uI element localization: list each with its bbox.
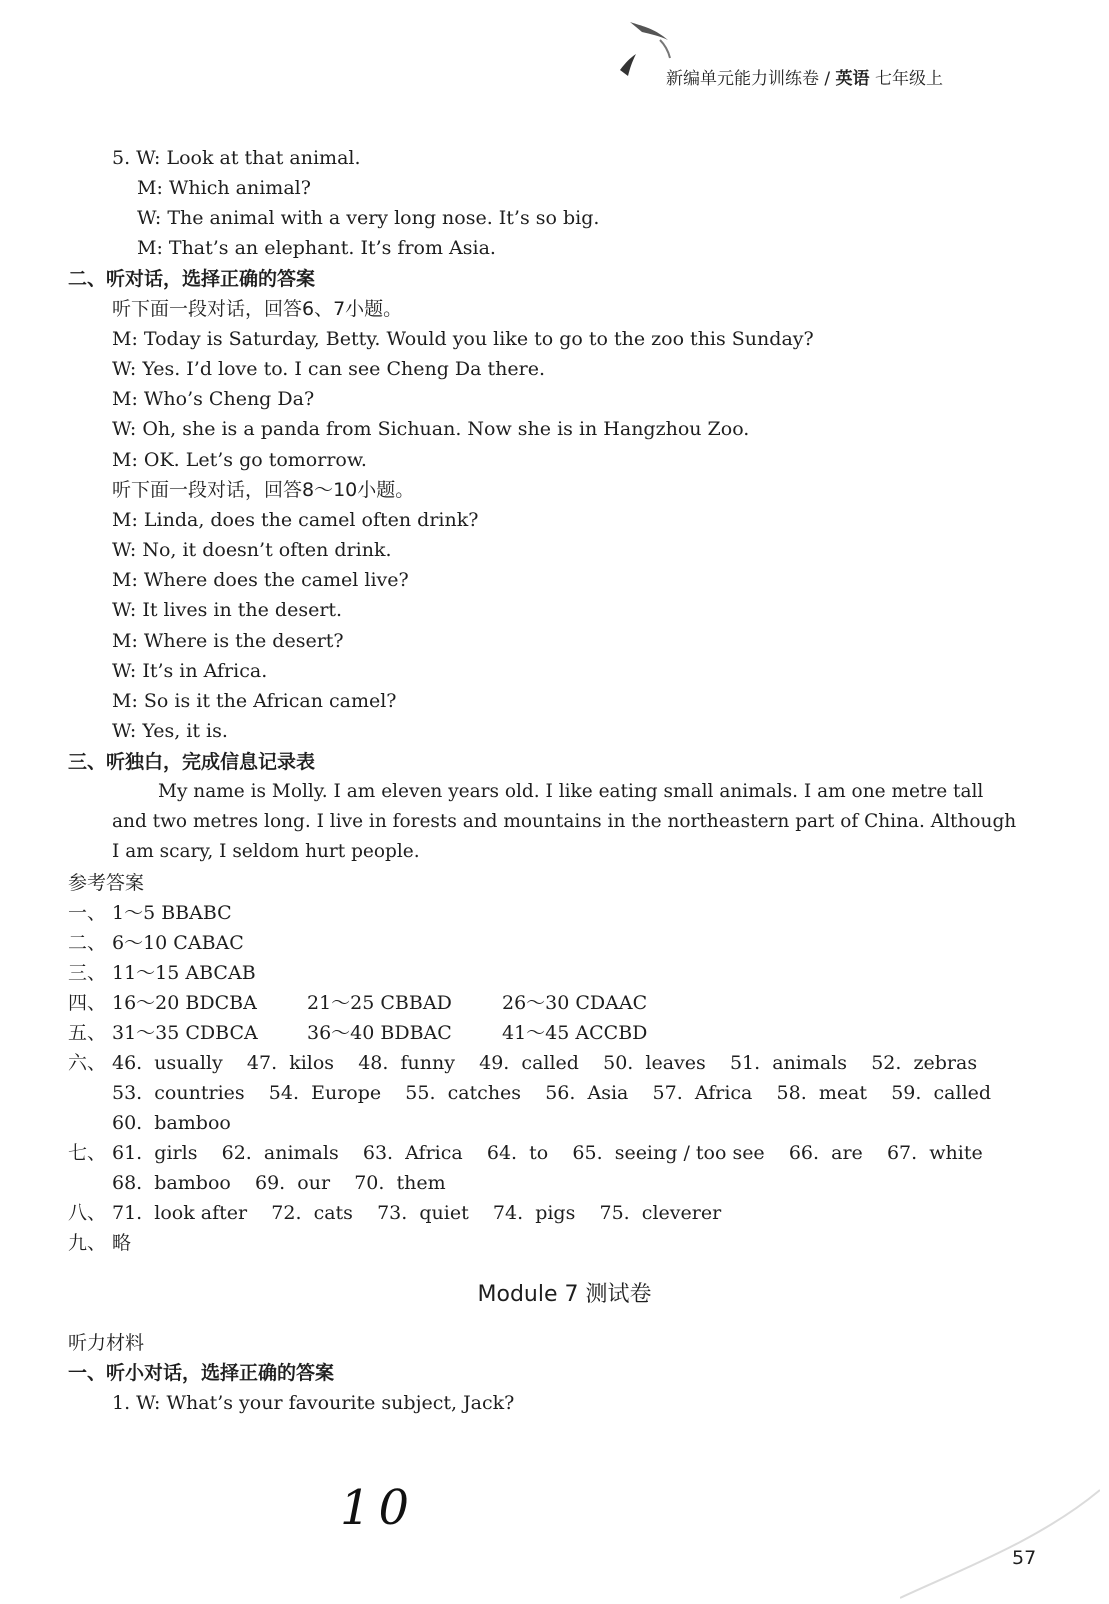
section-intro: 听下面一段对话，回答6、7小题。 [112,298,403,320]
answer-item: 36～40 BDBAC [307,1022,452,1044]
answer-row [68,960,256,986]
answers-heading: 参考答案 [68,872,145,894]
dialog-line: W: It’s in Africa. [112,660,268,682]
answer-item: 41～45 ACCBD [502,1022,648,1044]
section-heading: 三、听独白，完成信息记录表 [68,751,316,773]
dialog-line: M: Where is the desert? [112,630,344,652]
monologue-line: My name is Molly. I am eleven years old. I like eating small animals. I am one metre tall [158,781,984,802]
subject-name: 英语 [835,69,870,89]
answer-row [68,1020,647,1046]
answer-label: 四、 [68,992,107,1014]
answer-label: 七、 [68,1142,107,1164]
material-heading: 听力材料 [68,1332,145,1354]
answer-label: 六、 [68,1052,107,1074]
answer-row [68,990,647,1016]
answer-item: 61. girls 62. animals 63. Africa 64. to 65. seeing / too see 66. are 67. white [112,1142,983,1164]
answer-item: 53. countries 54. Europe 55. catches 56. Asia 57. Africa 58. meat 59. called [112,1082,992,1104]
dialog-line: M: Which animal? [137,177,311,199]
answer-row [68,930,244,956]
answer-item: 6～10 CABAC [112,932,244,954]
watermark-swoosh-icon [900,1480,1100,1600]
answer-row [68,1200,721,1226]
answer-item: 26～30 CDAAC [502,992,648,1014]
answer-item: 21～25 CBBAD [307,992,452,1014]
dialog-line: 1. W: What’s your favourite subject, Jack? [112,1392,515,1414]
answer-item: 71. look after 72. cats 73. quiet 74. pigs 75. cleverer [112,1202,722,1224]
dialog-line: M: That’s an elephant. It’s from Asia. [137,237,496,259]
dialog-line: 5. W: Look at that animal. [112,147,361,169]
section-intro: 听下面一段对话，回答8～10小题。 [112,479,415,501]
dialog-line: M: Linda, does the camel often drink? [112,509,479,531]
answer-row [68,1230,131,1256]
dialog-line: W: Yes, it is. [112,720,228,742]
book-name: 新编单元能力训练卷 / [666,69,836,89]
answer-label: 三、 [68,962,107,984]
answer-row [68,900,232,926]
answer-item: 31～35 CDBCA [112,1022,258,1044]
section-heading: 一、听小对话，选择正确的答案 [68,1362,335,1384]
page-header [640,58,1000,88]
answer-row [68,1050,977,1076]
dialog-line: M: Today is Saturday, Betty. Would you like to go to the zoo this Sunday? [112,328,814,350]
answer-label: 五、 [68,1022,107,1044]
answer-item: 略 [112,1232,132,1254]
section-heading: 二、听对话，选择正确的答案 [68,268,316,290]
answer-item: 1～5 BBABC [112,902,232,924]
dialog-line: M: So is it the African camel? [112,690,397,712]
watermark-logo [900,1480,1100,1600]
monologue-line: and two metres long. I live in forests and mountains in the northeastern part of China. Although [112,811,1017,832]
answer-item: 16～20 BDCBA [112,992,257,1014]
header-title [666,64,943,89]
dialog-line: M: Where does the camel live? [112,569,409,591]
answer-label: 二、 [68,932,107,954]
dialog-line: M: OK. Let’s go tomorrow. [112,449,367,471]
handwritten-score: 10 [340,1480,418,1536]
answer-item: 46. usually 47. kilos 48. funny 49. called 50. leaves 51. animals 52. zebras [112,1052,978,1074]
monologue-line: I am scary, I seldom hurt people. [112,841,420,862]
answer-item: 60. bamboo [112,1112,231,1134]
dialog-line: W: No, it doesn’t often drink. [112,539,392,561]
answer-label: 一、 [68,902,107,924]
dialog-line: W: It lives in the desert. [112,599,343,621]
answer-label: 八、 [68,1202,107,1224]
dialog-line: W: Oh, she is a panda from Sichuan. Now she is in Hangzhou Zoo. [112,418,750,440]
answer-label: 九、 [68,1232,107,1254]
dialog-line: W: Yes. I’d love to. I can see Cheng Da there. [112,358,545,380]
dialog-line: M: Who’s Cheng Da? [112,388,315,410]
answer-item: 11～15 ABCAB [112,962,256,984]
answer-row [68,1140,983,1166]
dialog-line: W: The animal with a very long nose. It’s so big. [137,207,600,229]
page-number: 57 [1012,1547,1037,1569]
grade-name: 七年级上 [869,69,943,89]
module-title: Module 7 测试卷 [477,1282,652,1307]
answer-item: 68. bamboo 69. our 70. them [112,1172,446,1194]
